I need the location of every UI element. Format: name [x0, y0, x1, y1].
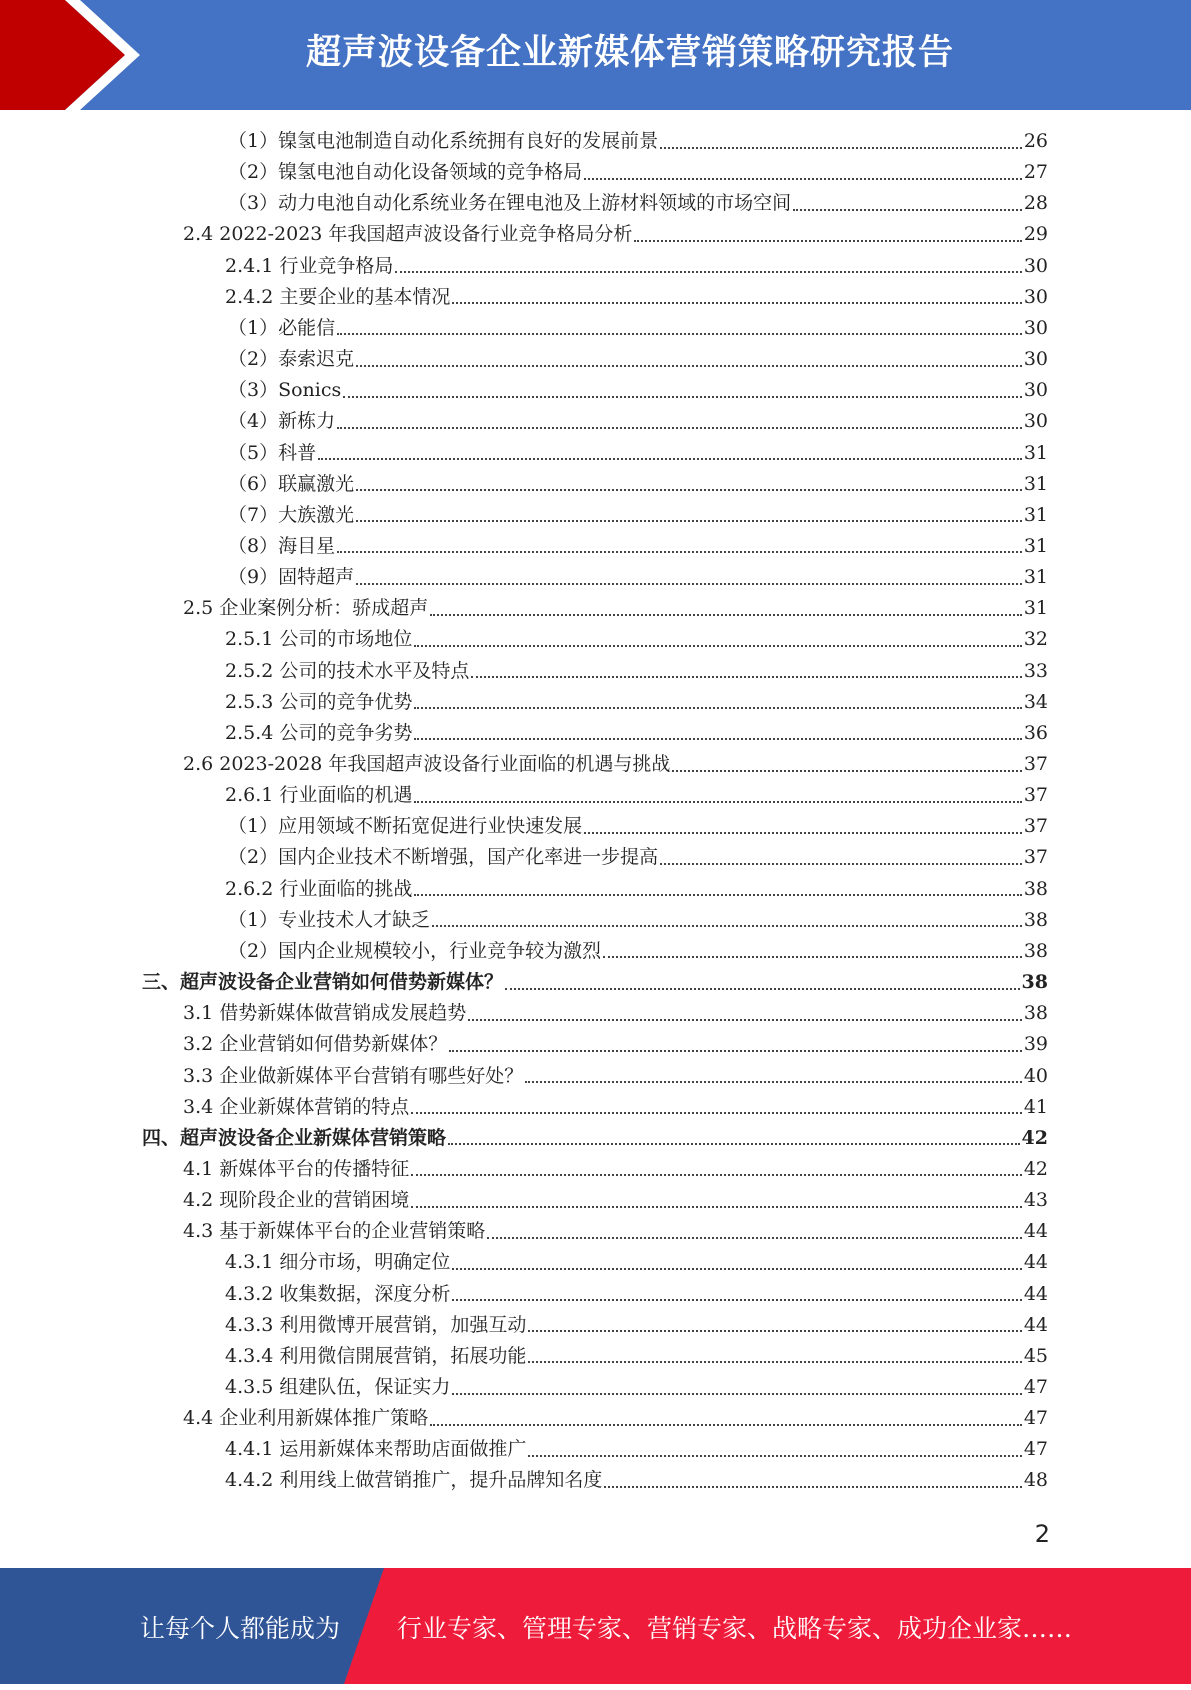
toc-entry[interactable]: [183, 1092, 1048, 1123]
toc-entry-title: （2）国内企业技术不断增强，国产化率进一步提高: [228, 846, 659, 869]
toc-entry-title: （7）大族激光: [228, 503, 355, 526]
toc-entry-title: 2.6.2 行业面临的挑战: [225, 877, 413, 900]
toc-entry[interactable]: [228, 936, 1048, 967]
toc-leader-dots: [449, 1050, 1022, 1052]
toc-entry-title: 2.5.4 公司的竞争劣势: [225, 721, 413, 744]
toc-entry-title: 2.6 2023-2028 年我国超声波设备行业面临的机遇与挑战: [183, 753, 671, 775]
toc-leader-dots: [337, 427, 1022, 429]
toc-entry-page: 45: [1023, 1344, 1048, 1367]
toc-entry-title: 三、超声波设备企业营销如何借势新媒体？: [142, 971, 504, 994]
toc-entry-page: 31: [1023, 441, 1048, 464]
toc-entry[interactable]: [183, 749, 1048, 780]
toc-entry-title: 四、超声波设备企业新媒体营销策略: [142, 1126, 447, 1149]
toc-entry-page: 39: [1023, 1033, 1048, 1056]
toc-entry-title: 4.3.5 组建队伍，保证实力: [225, 1376, 451, 1398]
toc-entry-title: 4.4 企业利用新媒体推广策略: [183, 1407, 429, 1430]
toc-leader-dots: [356, 583, 1022, 585]
toc-entry[interactable]: [225, 624, 1048, 655]
toc-entry[interactable]: [183, 1154, 1048, 1185]
toc-entry[interactable]: [225, 1372, 1048, 1403]
toc-entry-title: （4）新栋力: [228, 410, 336, 433]
toc-leader-dots: [634, 240, 1021, 242]
toc-entry-page: 38: [1023, 908, 1048, 931]
toc-entry-page: 32: [1023, 628, 1048, 651]
toc-entry-page: 30: [1023, 316, 1048, 339]
toc-entry[interactable]: [228, 811, 1048, 842]
toc-leader-dots: [411, 1206, 1022, 1208]
toc-leader-dots: [452, 1299, 1021, 1301]
toc-entry-title: 4.4.2 利用线上做营销推广，提升品牌知名度: [225, 1469, 603, 1492]
toc-entry[interactable]: [225, 718, 1048, 749]
toc-entry-title: 4.3.2 收集数据，深度分析: [225, 1282, 451, 1305]
toc-entry[interactable]: [228, 562, 1048, 593]
toc-entry-title: （2）国内企业规模较小，行业竞争较为激烈: [228, 939, 602, 962]
toc-leader-dots: [584, 832, 1022, 834]
document-title: 超声波设备企业新媒体营销策略研究报告: [305, 33, 954, 73]
toc-entry[interactable]: [225, 1310, 1048, 1341]
toc-entry-page: 28: [1023, 192, 1048, 215]
toc-entry[interactable]: [228, 406, 1048, 437]
toc-entry-page: 31: [1023, 472, 1048, 495]
toc-entry-page: 30: [1023, 410, 1048, 433]
toc-entry[interactable]: [225, 1247, 1048, 1278]
toc-entry[interactable]: [183, 593, 1048, 624]
toc-entry-page: 44: [1023, 1282, 1048, 1305]
toc-entry-page: 37: [1023, 846, 1048, 869]
toc-leader-dots: [411, 1112, 1022, 1114]
toc-entry-page: 42: [1023, 1157, 1048, 1180]
toc-entry[interactable]: [225, 282, 1048, 313]
toc-leader-dots: [505, 988, 1020, 990]
toc-entry-title: 2.4.2 主要企业的基本情况: [225, 285, 451, 308]
toc-leader-dots: [528, 1361, 1021, 1363]
toc-entry-title: 3.2 企业营销如何借势新媒体？: [183, 1033, 448, 1056]
toc-entry[interactable]: [228, 469, 1048, 500]
toc-leader-dots: [603, 956, 1022, 958]
toc-entry-page: 41: [1023, 1095, 1048, 1118]
toc-entry-title: （9）固特超声: [228, 566, 355, 589]
toc-leader-dots: [793, 209, 1022, 211]
toc-leader-dots: [471, 676, 1021, 678]
toc-entry-page: 30: [1023, 285, 1048, 308]
toc-leader-dots: [414, 645, 1021, 647]
toc-entry[interactable]: [183, 219, 1048, 250]
toc-leader-dots: [448, 1143, 1020, 1145]
toc-entry[interactable]: [228, 500, 1048, 531]
toc-entry[interactable]: [228, 313, 1048, 344]
toc-entry-page: 43: [1023, 1189, 1048, 1212]
toc-entry-page: 37: [1023, 784, 1048, 807]
toc-entry[interactable]: [228, 157, 1048, 188]
toc-leader-dots: [528, 1330, 1021, 1332]
toc-leader-dots: [584, 178, 1022, 180]
toc-entry-title: （1）镍氢电池制造自动化系统拥有良好的发展前景: [228, 130, 659, 152]
toc-entry-title: 3.3 企业做新媒体平台营销有哪些好处？: [183, 1064, 524, 1087]
toc-entry-title: （3）动力电池自动化系统业务在锂电池及上游材料领域的市场空间: [228, 192, 792, 215]
toc-leader-dots: [356, 365, 1022, 367]
toc-entry-page: 48: [1023, 1469, 1048, 1492]
toc-entry[interactable]: [183, 1185, 1048, 1216]
toc-leader-dots: [395, 271, 1021, 273]
toc-entry[interactable]: [228, 344, 1048, 375]
toc-entry-page: 31: [1023, 597, 1048, 620]
toc-entry-title: 2.5.1 公司的市场地位: [225, 628, 413, 651]
toc-entry-page: 33: [1023, 659, 1048, 682]
toc-entry-title: （5）科普: [228, 441, 317, 464]
toc-leader-dots: [411, 1174, 1022, 1176]
toc-entry-title: 2.5.2 公司的技术水平及特点: [225, 659, 470, 682]
toc-entry-title: 4.3.4 利用微信開展营销，拓展功能: [225, 1344, 527, 1367]
toc-entry[interactable]: [225, 1279, 1048, 1310]
page-footer: [0, 1568, 1191, 1684]
toc-leader-dots: [414, 707, 1021, 709]
toc-entry-page: 29: [1023, 223, 1048, 246]
toc-entry-page: 47: [1023, 1438, 1048, 1461]
toc-entry-page: 42: [1021, 1126, 1048, 1149]
toc-entry-page: 31: [1023, 534, 1048, 557]
toc-entry[interactable]: [183, 1029, 1048, 1060]
toc-entry-page: 36: [1023, 721, 1048, 744]
toc-entry-title: 4.4.1 运用新媒体来帮助店面做推广: [225, 1438, 527, 1461]
toc-entry[interactable]: [228, 842, 1048, 873]
toc-entry-title: 3.4 企业新媒体营销的特点: [183, 1095, 410, 1118]
toc-entry-title: 4.1 新媒体平台的传播特征: [183, 1157, 410, 1180]
toc-entry-title: 2.5 企业案例分析：骄成超声: [183, 597, 429, 620]
toc-entry-page: 37: [1023, 815, 1048, 838]
toc-leader-dots: [660, 863, 1022, 865]
toc-entry[interactable]: [225, 780, 1048, 811]
toc-entry-page: 34: [1023, 690, 1048, 713]
toc-entry[interactable]: [142, 1123, 1048, 1154]
toc-leader-dots: [452, 1393, 1021, 1395]
toc-entry-title: （6）联赢激光: [228, 472, 355, 495]
toc-entry-title: （1）应用领域不断拓宽促进行业快速发展: [228, 815, 583, 838]
toc-entry-title: 4.3.3 利用微博开展营销，加强互动: [225, 1313, 527, 1336]
toc-entry[interactable]: [225, 656, 1048, 687]
toc-entry-title: （2）镍氢电池自动化设备领域的竞争格局: [228, 161, 583, 184]
toc-leader-dots: [337, 551, 1022, 553]
toc-entry[interactable]: [183, 1403, 1048, 1434]
toc-entry-title: 4.3 基于新媒体平台的企业营销策略: [183, 1220, 486, 1243]
toc-leader-dots: [343, 396, 1022, 398]
toc-entry-title: 2.4 2022-2023 年我国超声波设备行业竞争格局分析: [183, 223, 633, 246]
toc-entry-title: 2.6.1 行业面临的机遇: [225, 784, 413, 807]
toc-leader-dots: [468, 1019, 1022, 1021]
toc-entry[interactable]: [225, 687, 1048, 718]
toc-entry-page: 38: [1023, 939, 1048, 962]
toc-entry-title: 2.5.3 公司的竞争优势: [225, 690, 413, 713]
toc-entry[interactable]: [228, 905, 1048, 936]
toc-entry-page: 44: [1023, 1313, 1048, 1336]
toc-leader-dots: [487, 1237, 1022, 1239]
toc-entry[interactable]: [183, 998, 1048, 1029]
toc-entry-page: 31: [1023, 503, 1048, 526]
toc-entry[interactable]: [225, 251, 1048, 282]
footer-slogan-left: 让每个人都能成为: [140, 1614, 341, 1643]
toc-entry-page: 38: [1021, 971, 1048, 994]
toc-leader-dots: [672, 770, 1021, 772]
toc-leader-dots: [452, 302, 1021, 304]
toc-leader-dots: [318, 458, 1022, 460]
toc-entry-page: 44: [1023, 1251, 1048, 1274]
toc-leader-dots: [414, 738, 1021, 740]
toc-entry-page: 37: [1023, 753, 1048, 775]
toc-leader-dots: [432, 925, 1022, 927]
toc-entry[interactable]: [225, 874, 1048, 905]
toc-leader-dots: [414, 894, 1021, 896]
toc-entry-page: 40: [1023, 1064, 1048, 1087]
toc-leader-dots: [660, 147, 1022, 149]
toc-leader-dots: [414, 801, 1021, 803]
toc-entry-title: 3.1 借势新媒体做营销成发展趋势: [183, 1002, 467, 1025]
toc-entry-title: （1）必能信: [228, 316, 336, 339]
toc-leader-dots: [356, 520, 1022, 522]
toc-entry-title: 4.3.1 细分市场，明确定位: [225, 1251, 451, 1274]
toc-entry[interactable]: [225, 1434, 1048, 1465]
toc-entry-title: （2）泰索迟克: [228, 348, 355, 371]
toc-leader-dots: [452, 1268, 1021, 1270]
toc-entry-page: 30: [1023, 254, 1048, 277]
page-number: 2: [1034, 1520, 1050, 1548]
toc-entry-title: （3）Sonics: [228, 379, 342, 402]
footer-slogan-right: 行业专家、管理专家、营销专家、战略专家、成功企业家……: [397, 1614, 1073, 1643]
toc-entry-title: 4.2 现阶段企业的营销困境: [183, 1189, 410, 1212]
toc-leader-dots: [356, 489, 1022, 491]
page-header: [0, 0, 1191, 110]
toc-entry[interactable]: [228, 531, 1048, 562]
toc-entry[interactable]: [183, 1061, 1048, 1092]
toc-entry-page: 26: [1023, 130, 1048, 152]
toc-entry[interactable]: [225, 1341, 1048, 1372]
toc-entry-page: 27: [1023, 161, 1048, 184]
toc-entry[interactable]: [228, 438, 1048, 469]
toc-leader-dots: [430, 1424, 1022, 1426]
toc-entry-title: 2.4.1 行业竞争格局: [225, 254, 394, 277]
toc-entry[interactable]: [228, 375, 1048, 406]
toc-entry[interactable]: [142, 967, 1048, 998]
toc-entry-page: 47: [1023, 1407, 1048, 1430]
toc-entry[interactable]: [225, 1465, 1048, 1496]
toc-entry[interactable]: [228, 126, 1048, 157]
toc-entry-title: （1）专业技术人才缺乏: [228, 908, 431, 931]
red-chevron-icon: [0, 0, 160, 110]
toc-entry-page: 38: [1023, 877, 1048, 900]
toc-entry-page: 30: [1023, 379, 1048, 402]
toc-leader-dots: [528, 1455, 1021, 1457]
toc-entry-page: 38: [1023, 1002, 1048, 1025]
toc-entry[interactable]: [183, 1216, 1048, 1247]
toc-entry[interactable]: [228, 188, 1048, 219]
toc-leader-dots: [604, 1486, 1021, 1488]
toc-leader-dots: [525, 1081, 1022, 1083]
toc-entry-page: 44: [1023, 1220, 1048, 1243]
toc-leader-dots: [337, 333, 1022, 335]
toc-entry-page: 31: [1023, 566, 1048, 589]
toc-leader-dots: [430, 614, 1022, 616]
toc-entry-title: （8）海目星: [228, 534, 336, 557]
toc-entry-page: 30: [1023, 348, 1048, 371]
toc-entry-page: 47: [1023, 1376, 1048, 1398]
